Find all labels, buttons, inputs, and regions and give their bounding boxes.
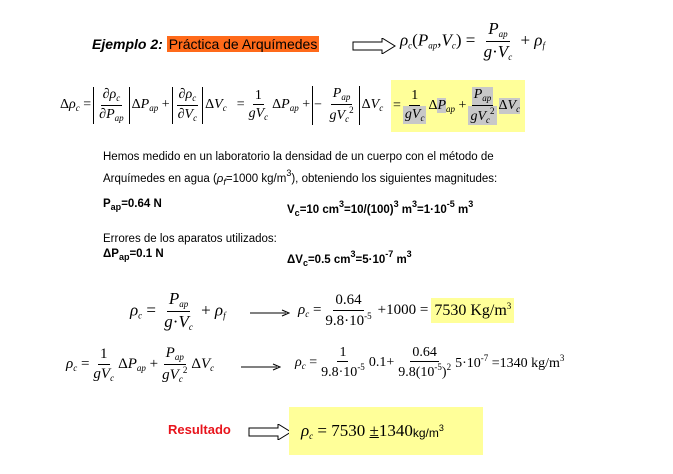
measurement-pap: $P_{ap}=0.64$ N [103,198,162,212]
example-title [92,36,319,52]
calc-density-result: 7530 $Kg/m^3$ [431,298,514,323]
result-box: $\rho_c = 7530 \pm 1340$ $kg/m^3$ [289,407,483,455]
errors-title: Errores de los aparatos utilizados: [103,233,277,245]
error-pap: $\Delta P_{ap}=0.1$ N [103,248,164,262]
measurement-vc: $V_c=10$ $cm^3=10/(100)^3$ $m^3=1\cdot 10^{-5}$ $m^3$ [287,199,474,218]
intro-line-2: Arquímedes en agua ($\rho_f=1000$ $kg/m^3$), obteniendo los siguientes magnitudes: [103,168,498,187]
formula-error-propagation: $\Delta\rho_c$ = $\frac{\partial\rho_c}{\partial P_{ap}}$ $\Delta P_{ap}$ + $\frac{\partial\rho_c}{\partial V_c}$ $\Delta V_c$ = $\frac{1}{gV_c}$ $\Delta P_{ap}$ + − $\frac{P_{ap}}{gV_c^2}$ $\Delta V_c$ [60,86,384,124]
title-prefix: Ejemplo 2: [92,36,163,52]
formula-density: $\rho_c(P_{ap},V_c)$ = $\frac{P_{ap}}{g\cdot V_c}$ + $\rho_f$ [400,19,545,62]
calc-error-value: $\rho_c$ = $\frac{1}{9.8\cdot 10^{-5}}$ 0.1+ $\frac{0.64}{9.8(10^{-5})^2}$ $5\cdot 10^{-7} =1340$ $kg/m^3$ [295,345,565,381]
arrow-icon [250,309,290,317]
calc-density-value: $\rho_c$ = $\frac{0.64}{9.8\cdot 10^{-5}}$ +1000 = 7530 $Kg/m^3$ [298,292,514,329]
title-highlight: Práctica de Arquímedes [168,36,318,52]
error-vc: $\Delta V_c=0.5$ $cm^3=5\cdot 10^{-7}$ $m^3$ [287,249,412,268]
arrow-icon [248,424,292,440]
formula-density-repeat: $\rho_c$ = $\frac{P_{ap}}{g\cdot V_c}$ + $\rho_f$ [130,289,226,332]
formula-error-highlight: = $\frac{1}{gV_c}$ $\Delta P_{ap}$ + $\frac{P_{ap}}{gV_c^2}$ $\Delta V_c$ [391,80,525,132]
intro-paragraph [103,149,623,190]
arrow-icon [352,38,396,54]
arrow-icon [241,363,281,371]
formula-error-repeat: $\rho_c$ = $\frac{1}{gV_c}$ $\Delta P_{ap}$ + $\frac{P_{ap}}{gV_c^2}$ $\Delta V_c$ [66,345,215,384]
intro-line-1: Hemos medido en un laboratorio la densidad de un cuerpo con el método de [103,151,494,163]
result-label: Resultado [168,422,231,437]
